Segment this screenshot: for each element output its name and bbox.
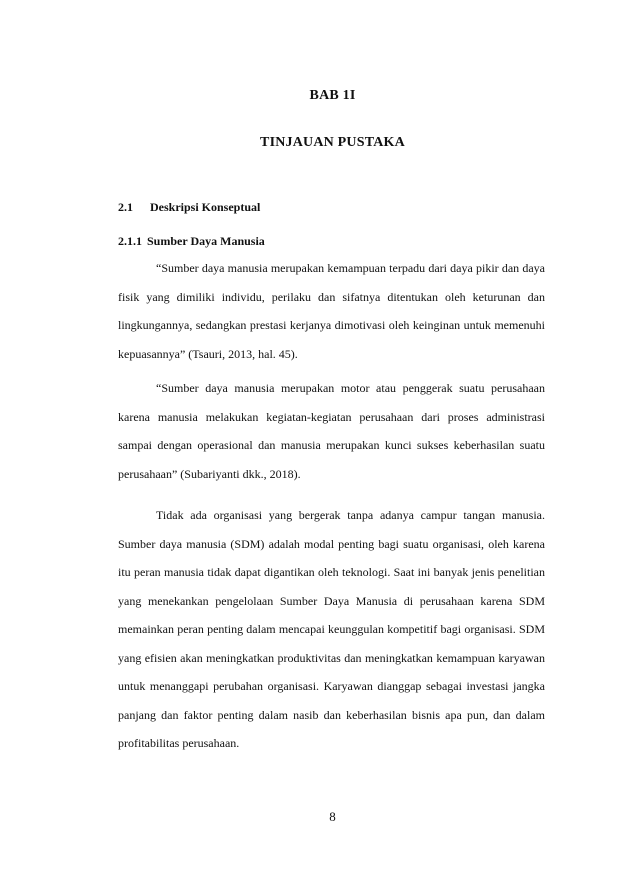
section-title: Deskripsi Konseptual: [150, 200, 261, 214]
subsection-title: Sumber Daya Manusia: [147, 234, 265, 248]
chapter-number: BAB 1I: [309, 88, 356, 103]
paragraph-3: [118, 501, 545, 758]
paragraph-text: “Sumber daya manusia merupakan motor atau penggerak suatu perusahaan karena manusia melakukan kegiatan-kegiatan perusahaan dari proses administrasi sampai dengan operasional dan manusia merupakan kunci sukses keberhasilan suatu perusahaan” (Subariyanti dkk., 2018).: [118, 381, 545, 481]
paragraph-1: [118, 254, 545, 368]
section-heading: [118, 200, 260, 215]
paragraph-2: [118, 374, 545, 488]
paragraph-text: Tidak ada organisasi yang bergerak tanpa adanya campur tangan manusia. Sumber daya manusia (SDM) adalah modal penting bagi suatu organisasi, oleh karena itu peran manusia tidak dapat digantikan oleh teknologi. Saat ini banyak jenis penelitian yang menekankan pengelolaan Sumber Daya Manusia di perusahaan karena SDM memainkan peran penting dalam mencapai keunggulan kompetitif bagi organisasi. SDM yang efisien akan meningkatkan produktivitas dan meningkatkan kemampuan karyawan untuk menanggapi perubahan organisasi. Karyawan dianggap sebagai investasi jangka panjang dan faktor penting dalam nasib dan keberhasilan bisnis apa pun, dan dalam profitabilitas perusahaan.: [118, 508, 545, 750]
subsection-heading: [118, 234, 265, 249]
paragraph-text: “Sumber daya manusia merupakan kemampuan terpadu dari daya pikir dan daya fisik yang dimiliki individu, perilaku dan sifatnya ditentukan oleh keturunan dan lingkungannya, sedangkan prestasi kerjanya dimotivasi oleh keinginan untuk memenuhi kepuasannya” (Tsauri, 2013, hal. 45).: [118, 261, 545, 361]
page-number: 8: [329, 809, 336, 824]
chapter-title: TINJAUAN PUSTAKA: [260, 135, 405, 150]
subsection-number: 2.1.1: [118, 234, 142, 248]
section-number: 2.1: [118, 200, 133, 214]
